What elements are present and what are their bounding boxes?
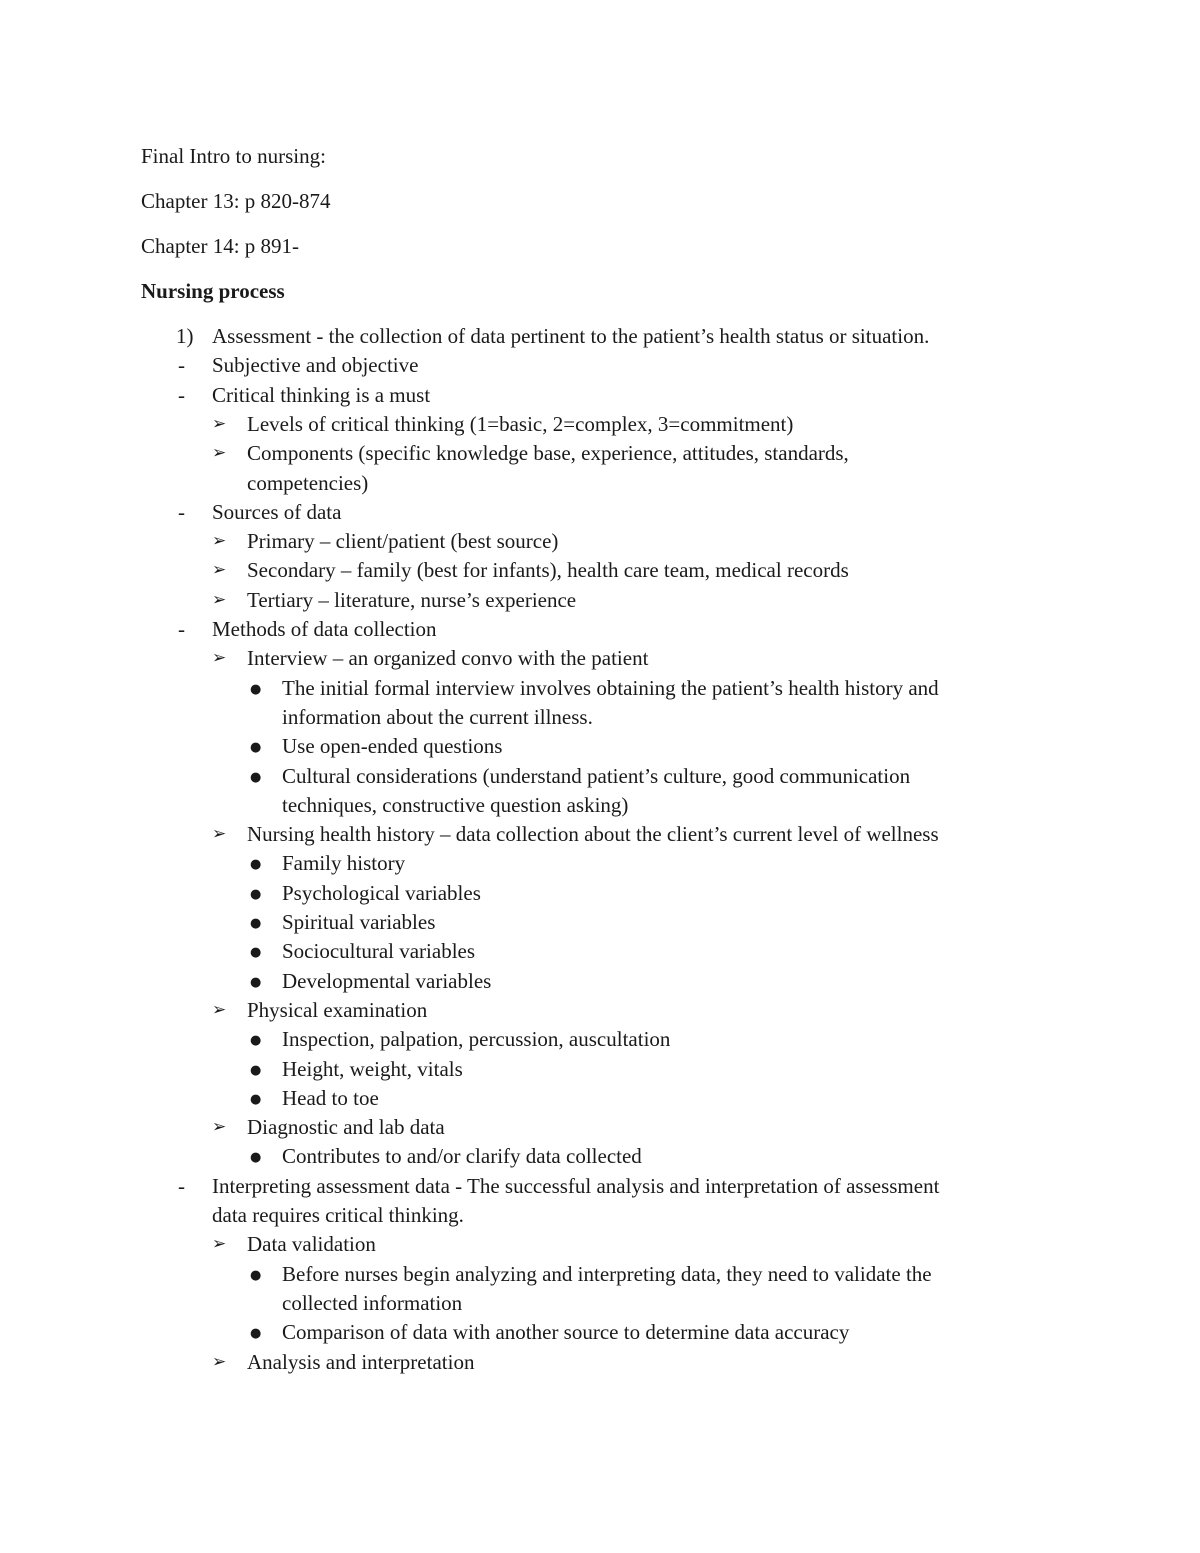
bullet-item-marker: ● — [250, 945, 262, 961]
bullet-item-text: Contributes to and/or clarify data collected — [282, 1144, 642, 1169]
bullet-item-marker: ● — [250, 916, 262, 931]
chapter-14-reference: Chapter 14: p 891- — [141, 234, 300, 258]
arrow-item-text: Tertiary – literature, nurse’s experience — [247, 587, 577, 612]
bullet-item-text: techniques, constructive question asking) — [282, 792, 629, 817]
bullet-item-marker: ● — [250, 1326, 262, 1342]
arrow-item-text: Levels of critical thinking (1=basic, 2=complex, 3=commitment) — [247, 411, 794, 436]
dash-item-marker: - — [178, 382, 185, 407]
dash-item-marker: - — [178, 617, 185, 641]
bullet-item-marker: ● — [250, 974, 262, 990]
arrow-item-text: Components (specific knowledge base, experience, attitudes, standards, — [247, 441, 849, 466]
bullet-item-marker: ● — [250, 1150, 262, 1166]
bullet-item-marker: ● — [250, 1062, 262, 1078]
arrow-item-text: competencies) — [247, 470, 369, 495]
bullet-item-marker: ● — [250, 1033, 262, 1049]
bullet-item-marker: ● — [250, 857, 262, 873]
arrow-item-text: Nursing health history – data collection about the client’s current level of wellness — [247, 822, 939, 847]
bullet-item-text: Cultural considerations (understand patient’s culture, good communication — [282, 763, 911, 788]
numbered-item-marker: 1) — [176, 324, 194, 348]
arrow-item-marker: ➢ — [212, 560, 227, 581]
dash-item-marker: - — [178, 499, 185, 524]
bullet-item-text: collected information — [282, 1290, 463, 1315]
arrow-item-marker: ➢ — [212, 1351, 227, 1372]
arrow-item-text: Data validation — [247, 1232, 376, 1257]
bullet-item-text: information about the current illness. — [282, 704, 593, 729]
numbered-item-text: Assessment - the collection of data pertinent to the patient’s health status or situation. — [212, 324, 930, 348]
arrow-item-marker: ➢ — [212, 443, 227, 464]
bullet-item-text: Psychological variables — [282, 880, 481, 905]
arrow-item-text: Secondary – family (best for infants), health care team, medical records — [247, 558, 849, 583]
bullet-item-text: The initial formal interview involves obtaining the patient’s health history and — [282, 675, 939, 700]
bullet-item-text: Family history — [282, 851, 406, 876]
dash-item-marker: - — [178, 353, 185, 378]
bullet-item-text: Comparison of data with another source to determine data accuracy — [282, 1320, 850, 1345]
arrow-item-text: Analysis and interpretation — [247, 1349, 475, 1374]
arrow-item-text: Primary – client/patient (best source) — [247, 529, 559, 554]
arrow-item-marker: ➢ — [212, 824, 227, 845]
dash-item-text: Subjective and objective — [212, 353, 419, 378]
bullet-item-text: Height, weight, vitals — [282, 1056, 463, 1081]
dash-item-text: Critical thinking is a must — [212, 382, 431, 407]
arrow-item-marker: ➢ — [212, 589, 227, 610]
dash-item-marker: - — [178, 1173, 185, 1198]
document-title: Final Intro to nursing: — [141, 144, 326, 168]
bullet-item-text: Developmental variables — [282, 968, 492, 993]
bullet-item-marker: ● — [250, 1267, 262, 1283]
bullet-item-marker: ● — [250, 886, 262, 902]
bullet-item-marker: ● — [250, 740, 262, 756]
arrow-item-text: Interview – an organized convo with the patient — [247, 646, 649, 671]
arrow-item-marker: ➢ — [212, 413, 227, 434]
dash-item-text: data requires critical thinking. — [212, 1203, 464, 1227]
section-heading: Nursing process — [141, 279, 285, 303]
bullet-item-marker: ● — [250, 681, 262, 697]
arrow-item-marker: ➢ — [212, 1234, 227, 1255]
arrow-item-marker: ➢ — [212, 648, 227, 669]
arrow-item-text: Diagnostic and lab data — [247, 1115, 445, 1140]
bullet-item-text: Use open-ended questions — [282, 734, 503, 759]
bullet-item-text: Before nurses begin analyzing and interpreting data, they need to validate the — [282, 1261, 932, 1286]
bullet-item-text: Spiritual variables — [282, 910, 436, 934]
arrow-item-text: Physical examination — [247, 997, 428, 1022]
arrow-item-marker: ➢ — [212, 1117, 227, 1138]
chapter-13-reference: Chapter 13: p 820-874 — [141, 189, 331, 213]
dash-item-text: Methods of data collection — [212, 617, 437, 641]
bullet-item-text: Head to toe — [282, 1085, 379, 1110]
arrow-item-marker: ➢ — [212, 531, 227, 552]
bullet-item-marker: ● — [250, 769, 262, 785]
dash-item-text: Sources of data — [212, 499, 342, 524]
bullet-item-text: Inspection, palpation, percussion, auscultation — [282, 1027, 671, 1052]
bullet-item-text: Sociocultural variables — [282, 939, 476, 964]
dash-item-text: Interpreting assessment data - The successful analysis and interpretation of assessment — [212, 1173, 940, 1198]
arrow-item-marker: ➢ — [212, 999, 227, 1020]
bullet-item-marker: ● — [250, 1091, 262, 1107]
